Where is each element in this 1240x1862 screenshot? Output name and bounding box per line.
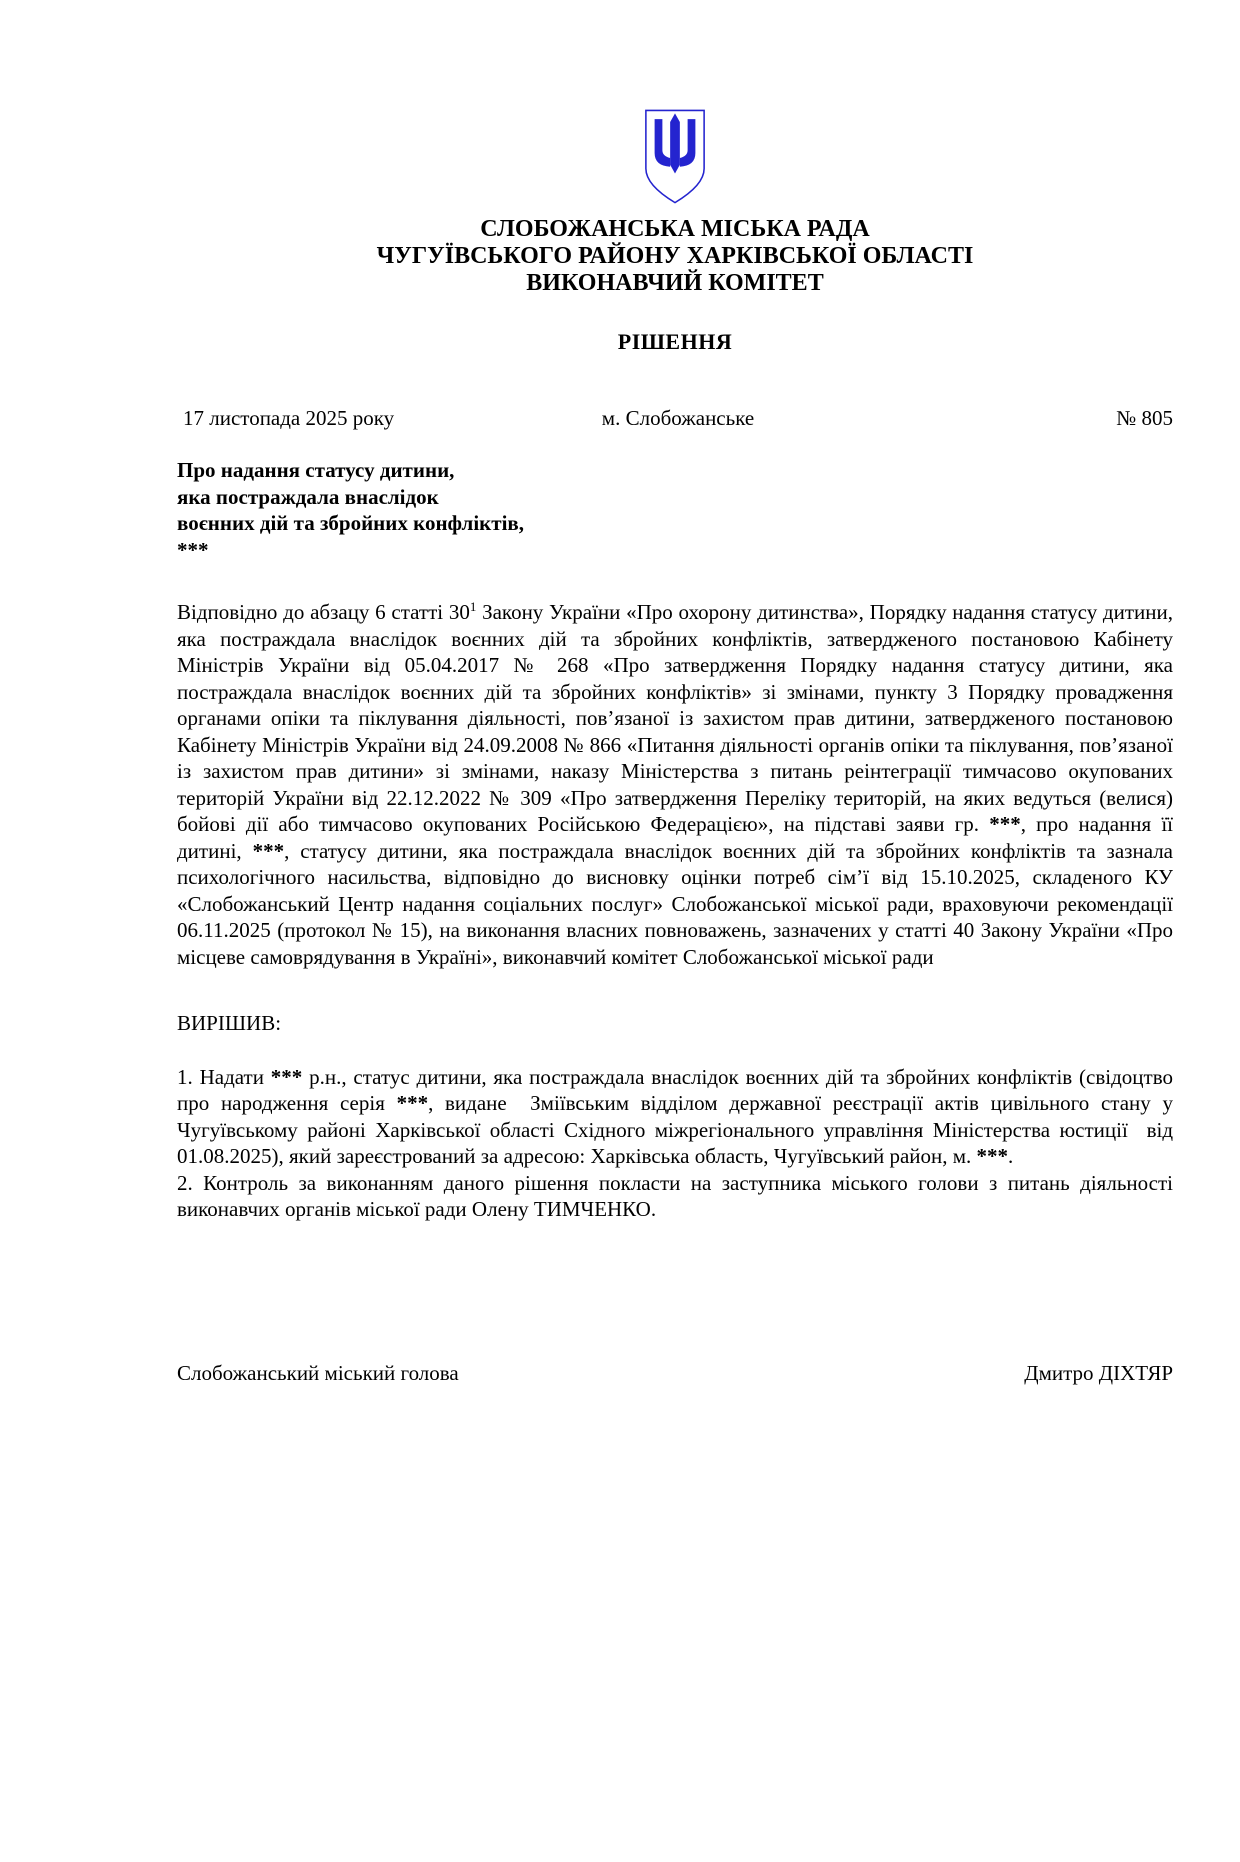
- subject-line4: ***: [177, 537, 209, 562]
- subject-block: [177, 457, 737, 563]
- resolution-item-1: [177, 1064, 1173, 1170]
- item1-part2: р.н., статус дитини, яка постраждала внаслідок воєнних дій та збройних конфліктів (свідоцтво про народження серія: [177, 1064, 1173, 1115]
- article-superscript: 1: [469, 599, 477, 614]
- redacted-certificate-series: ***: [396, 1091, 429, 1115]
- subject-line1: Про надання статусу дитини,: [177, 458, 455, 482]
- redacted-city: ***: [976, 1144, 1009, 1168]
- item1-part4: .: [1008, 1144, 1014, 1168]
- resolved-heading: ВИРІШИВ:: [177, 1011, 282, 1035]
- resolution-item-2: 2. Контроль за виконанням даного рішення покласти на заступника міського голови з питань діяльності виконавчих органів міської ради Олену ТИМЧЕНКО.: [177, 1170, 1173, 1221]
- document-number: № 805: [1116, 406, 1173, 430]
- decision-document: [0, 108, 1240, 1862]
- preamble-paragraph: [177, 599, 1173, 970]
- redacted-birthdate: ***: [270, 1064, 303, 1089]
- resolution-items: [177, 1064, 1173, 1223]
- document-place: м. Слобожанське: [601, 406, 755, 430]
- document-page: [0, 108, 1240, 1862]
- org-name-line1: СЛОБОЖАНСЬКА МІСЬКА РАДА: [480, 216, 870, 242]
- signature-row: [177, 1360, 1173, 1386]
- org-header: [177, 216, 1173, 297]
- preamble-part3: , про надання її дитині,: [177, 812, 1174, 863]
- preamble-part1: Відповідно до абзацу 6 статті 30: [177, 600, 470, 624]
- signature-name: Дмитро ДІХТЯР: [1024, 1360, 1173, 1385]
- redacted-name-1: ***: [989, 812, 1021, 836]
- item1-part1: 1. Надати: [177, 1064, 271, 1089]
- org-name-line2: ЧУГУЇВСЬКОГО РАЙОНУ ХАРКІВСЬКОЇ ОБЛАСТІ: [376, 243, 974, 269]
- preamble-part2: Закону України «Про охорону дитинства», Порядку надання статусу дитини, яка постраждала внаслідок воєнних дій та збройних конфліктів, затвердженого постановою Кабінету Міністрів України від 05.04.2017 № 268 «Про затвердження Порядку надання статусу дитини, яка постраждала внаслідок воєнних дій та збройних конфліктів» зі змінами, пункту 3 Порядку провадження органами опіки та піклування діяльності, пов’язаної із захистом прав дитини, затвердженого постановою Кабінету Міністрів України від 24.09.2008 № 866 «Питання діяльності органів опіки та піклування, пов’язаної із захистом прав дитини» зі змінами, наказу Міністерства з питань реінтеграції тимчасово окупованих територій України від 22.12.2022 № 309 «Про затвердження Переліку територій, на яких ведуться (велися) бойові дії або тимчасово окупованих Російською Федерацією», на підставі заяви гр.: [177, 600, 1174, 836]
- preamble-part4: , статусу дитини, яка постраждала внаслідок воєнних дій та збройних конфліктів та зазнала психологічного насильства, відповідно до висновку оцінки потреб сім’ї від 15.10.2025, складеного КУ «Слобожанський Центр надання соціальних послуг» Слобожанської міської ради, враховуючи рекомендації 06.11.2025 (протокол № 15), на виконання власних повноважень, зазначених у статті 40 Закону України «Про місцеве самоврядування в Україні», виконавчий комітет Слобожанської міської ради: [177, 838, 1173, 969]
- document-type-title: РІШЕННЯ: [617, 329, 733, 354]
- signature-position: Слобожанський міський голова: [177, 1360, 459, 1385]
- subject-line2: яка постраждала внаслідок: [177, 484, 439, 509]
- redacted-name-2: ***: [252, 838, 285, 863]
- ukraine-trident-emblem-icon: [642, 108, 708, 206]
- document-date: 17 листопада 2025 року: [183, 406, 395, 430]
- subject-line3: воєнних дій та збройних конфліктів,: [177, 511, 525, 535]
- item1-part3: , видане Зміївським відділом державної реєстрації актів цивільного стану у Чугуївському районі Харківської області Східного міжрегіонального управління Міністерства юстиції від 01.08.2025), який зареєстрований за адресою: Харківська область, Чугуївський район, м.: [177, 1091, 1173, 1168]
- meta-row: [177, 405, 1173, 431]
- org-name-line3: ВИКОНАВЧИЙ КОМІТЕТ: [526, 270, 824, 296]
